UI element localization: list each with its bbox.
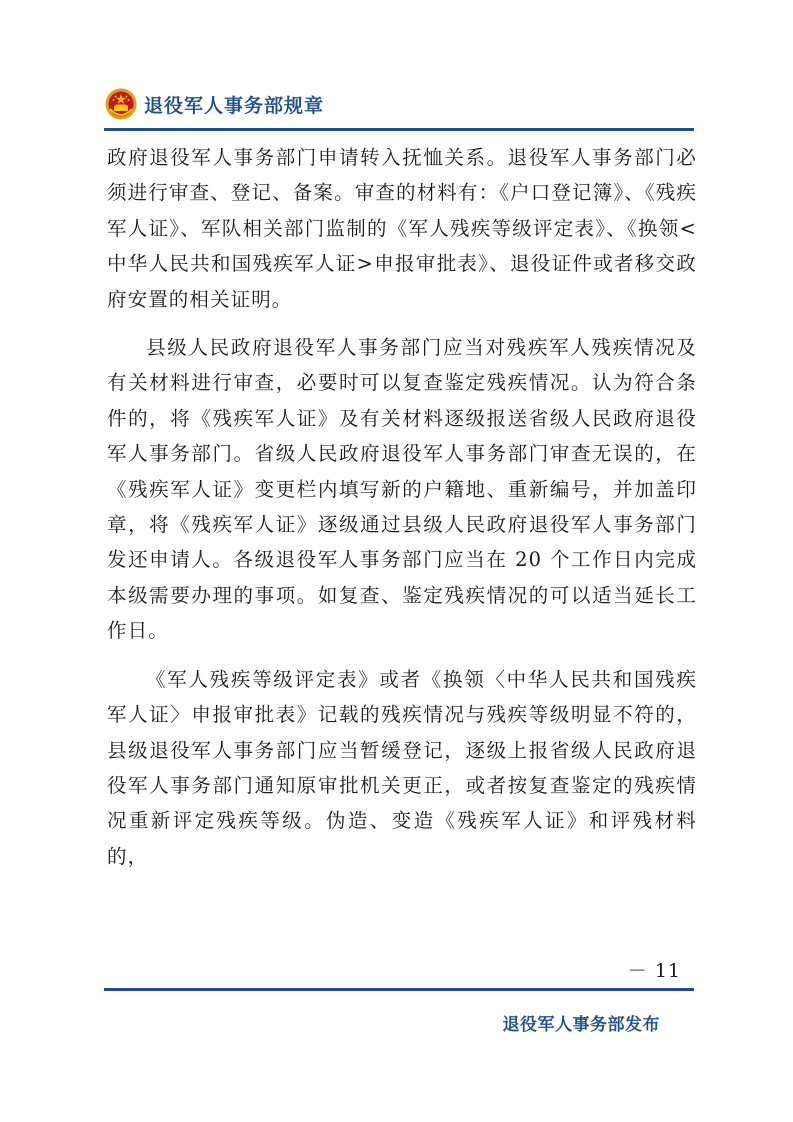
document-body — [107, 140, 697, 887]
footer-publisher: 退役军人事务部发布 — [502, 1015, 660, 1035]
page-header — [104, 84, 324, 124]
paragraph-1: 政府退役军人事务部门申请转入抚恤关系。退役军人事务部门必须进行审查、登记、备案。审查的材料有：《户口登记簿》、《残疾军人证》、军队相关部门监制的《军人残疾等级评定表》、《换领<中华人民共和国残疾军人证>申报审批表》、退役证件或者移交政府安置的相关证明。 — [107, 146, 697, 311]
footer-divider — [104, 988, 694, 991]
national-emblem-icon — [104, 87, 138, 121]
paragraph-3: 《军人残疾等级评定表》或者《换领〈中华人民共和国残疾军人证〉申报审批表》记载的残疾情况与残疾等级明显不符的，县级退役军人事务部门应当暂缓登记，逐级上报省级人民政府退役军人事务部门通知原审批机关更正，或者按复查鉴定的残疾情况重新评定残疾等级。伪造、变造《残疾军人证》和评残材料的， — [107, 667, 697, 868]
paragraph-2: 县级人民政府退役军人事务部门应当对残疾军人残疾情况及有关材料进行审查，必要时可以复查鉴定残疾情况。认为符合条件的，将《残疾军人证》及有关材料逐级报送省级人民政府退役军人事务部门。省级人民政府退役军人事务部门审查无误的，在《残疾军人证》变更栏内填写新的户籍地、重新编号，并加盖印章，将《残疾军人证》逐级通过县级人民政府退役军人事务部门发还申请人。各级退役军人事务部门应当在 20 个工作日内完成本级需要办理的事项。如复查、鉴定残疾情况的可以适当延长工作日。 — [107, 336, 697, 643]
page-number: － 11 — [627, 960, 681, 982]
header-title: 退役军人事务部规章 — [144, 94, 325, 117]
header-divider — [104, 128, 694, 131]
